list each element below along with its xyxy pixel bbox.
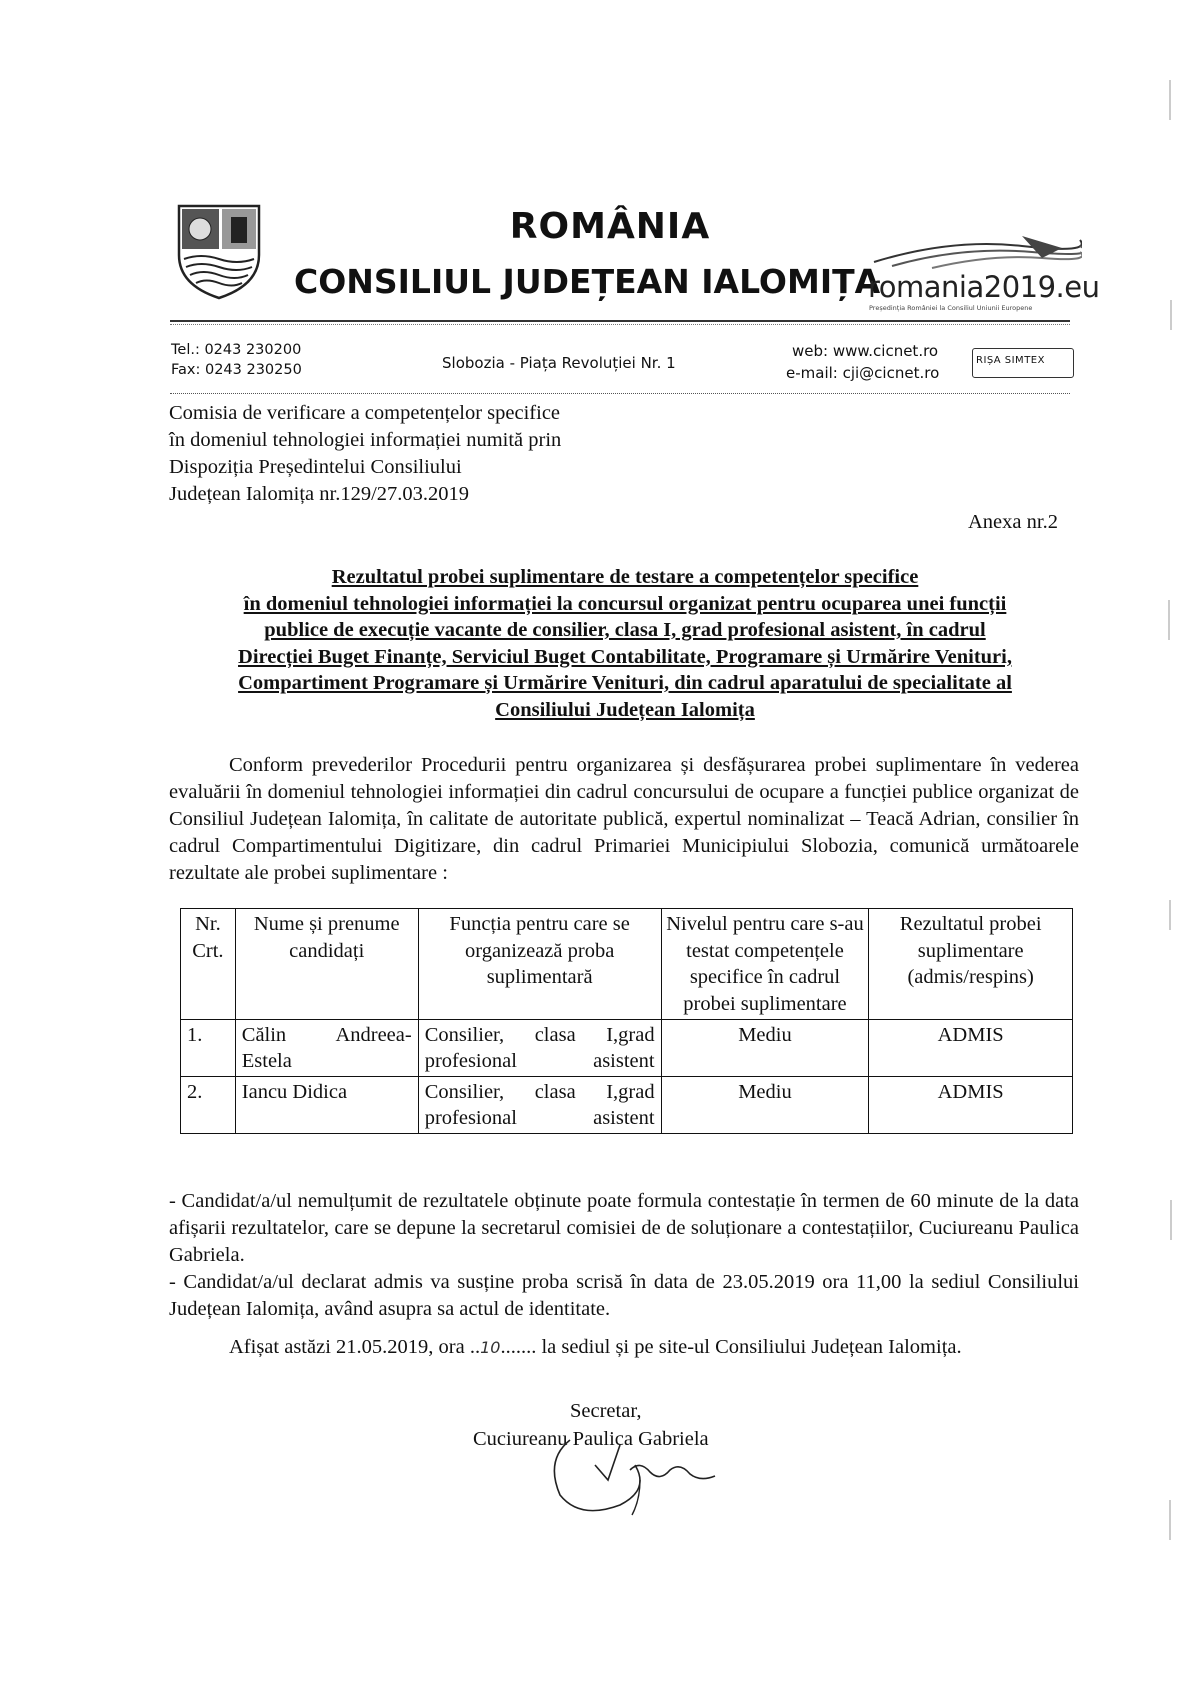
title-line: Rezultatul probei suplimentare de testare a competențelor specifice xyxy=(331,566,919,588)
row-nr: 1. xyxy=(181,1020,236,1077)
row-result: ADMIS xyxy=(869,1077,1073,1134)
row-nr: 2. xyxy=(181,1077,236,1134)
phone-number: Tel.: 0243 230200 xyxy=(171,342,302,358)
annex-label: Anexa nr.2 xyxy=(968,511,1058,533)
row-name: Călin Andreea-Estela xyxy=(235,1020,418,1077)
notes-block xyxy=(169,1188,1079,1323)
header-function: Funcția pentru care se organizează proba suplimentară xyxy=(418,909,661,1020)
row-result: ADMIS xyxy=(869,1020,1073,1077)
signature-role: Secretar, xyxy=(570,1400,642,1422)
title-line: în domeniul tehnologiei informației la concursul organizat pentru ocuparea unei funcții xyxy=(243,592,1007,615)
posted-hour: 10 xyxy=(480,1338,501,1357)
note-written-exam: - Candidat/a/ul declarat admis va susține proba scrisă în data de 23.05.2019 ora 11,00 la sediul Consiliului Județean Ialomița, având asupra sa actul de identitate. xyxy=(169,1271,1079,1320)
title-line: Direcției Buget Finanțe, Serviciul Buget Contabilitate, Programare și Urmărire Venituri, xyxy=(238,645,1012,668)
title-line: publice de execuție vacante de consilier, clasa I, grad profesional asistent, în cadrul xyxy=(264,619,986,641)
presidency-tagline: Președinția României la Consiliul Uniunii Europene xyxy=(869,304,1033,312)
signature-name: Cuciureanu Paulica Gabriela xyxy=(473,1428,709,1450)
posted-notice xyxy=(169,1334,1079,1361)
results-table xyxy=(180,908,1073,1134)
presidency-swoosh-icon xyxy=(872,228,1082,276)
committee-line: Județean Ialomița nr.129/27.03.2019 xyxy=(169,483,470,505)
council-heading: CONSILIUL JUDEȚEAN IALOMIȚA xyxy=(294,262,881,301)
intro-text: Conform prevederilor Procedurii pentru organizarea și desfășurarea probei suplimentare în vederea evaluării în domeniul tehnologiei informației din cadrul concursului de ocupare a funcției publice organizat de Consiliul Județean Ialomița, în calitate de autoritate publică, expertul nominalizat – Teacă Adrian, consilier în cadrul Compartimentului Digitizare, din cadrul Primariei Municipiului Slobozia, comunică următoarele rezultate ale probei suplimentare : xyxy=(169,754,1079,884)
committee-line: Dispoziția Președintelui Consiliului xyxy=(169,456,462,478)
document-title xyxy=(170,564,1080,723)
website: web: www.cicnet.ro xyxy=(792,342,939,360)
row-function: Consilier, clasa I,grad profesional asistent xyxy=(418,1020,661,1077)
note-contestation: - Candidat/a/ul nemulțumit de rezultatele obținute poate formula contestație în termen de 60 minute de la data afișarii rezultatelor, care se depune la secretarul comisiei de de soluționare a contestațiilor, Cuciureanu Paulica Gabriela. xyxy=(169,1190,1079,1266)
header-name: Nume și prenume candidați xyxy=(235,909,418,1020)
header-nr: Nr. Crt. xyxy=(181,909,236,1020)
county-crest-icon xyxy=(176,203,262,301)
header-rule-dotted xyxy=(170,324,1070,325)
email-address: e-mail: cji@cicnet.ro xyxy=(786,364,940,382)
country-heading: ROMÂNIA xyxy=(509,206,711,247)
row-level: Mediu xyxy=(661,1020,869,1077)
contact-rule xyxy=(170,393,1070,394)
intro-paragraph xyxy=(169,752,1079,887)
scan-edge-marks xyxy=(1160,0,1180,1694)
committee-line: Comisia de verificare a competențelor specifice xyxy=(169,402,561,424)
row-function: Consilier, clasa I,grad profesional asistent xyxy=(418,1077,661,1134)
presidency-logo-text: romania2019.eu xyxy=(868,270,1100,304)
header-level: Nivelul pentru care s-au testat competențele specifice în cadrul probei suplimentare xyxy=(661,909,869,1020)
table-header-row xyxy=(181,909,1073,1020)
address: Slobozia - Piața Revoluției Nr. 1 xyxy=(442,354,676,372)
header-rule xyxy=(170,320,1070,322)
committee-block xyxy=(169,400,689,508)
certification-label: RIȘA SIMTEX xyxy=(976,355,1045,366)
table-row xyxy=(181,1077,1073,1134)
posted-prefix: Afișat astăzi 21.05.2019, ora .. xyxy=(229,1336,481,1358)
row-name: Iancu Didica xyxy=(235,1077,418,1134)
header-result: Rezultatul probei suplimentare (admis/respins) xyxy=(869,909,1073,1020)
title-line: Consiliului Județean Ialomița xyxy=(495,698,755,721)
posted-suffix: ....... la sediul și pe site-ul Consiliului Județean Ialomița. xyxy=(500,1336,962,1358)
handwritten-signature-icon xyxy=(540,1420,740,1530)
committee-line: în domeniul tehnologiei informației numită prin xyxy=(169,429,562,451)
title-line: Compartiment Programare și Urmărire Venituri, din cadrul aparatului de specialitate al xyxy=(238,672,1012,694)
table-row xyxy=(181,1020,1073,1077)
row-level: Mediu xyxy=(661,1077,869,1134)
fax-number: Fax: 0243 230250 xyxy=(171,362,302,378)
